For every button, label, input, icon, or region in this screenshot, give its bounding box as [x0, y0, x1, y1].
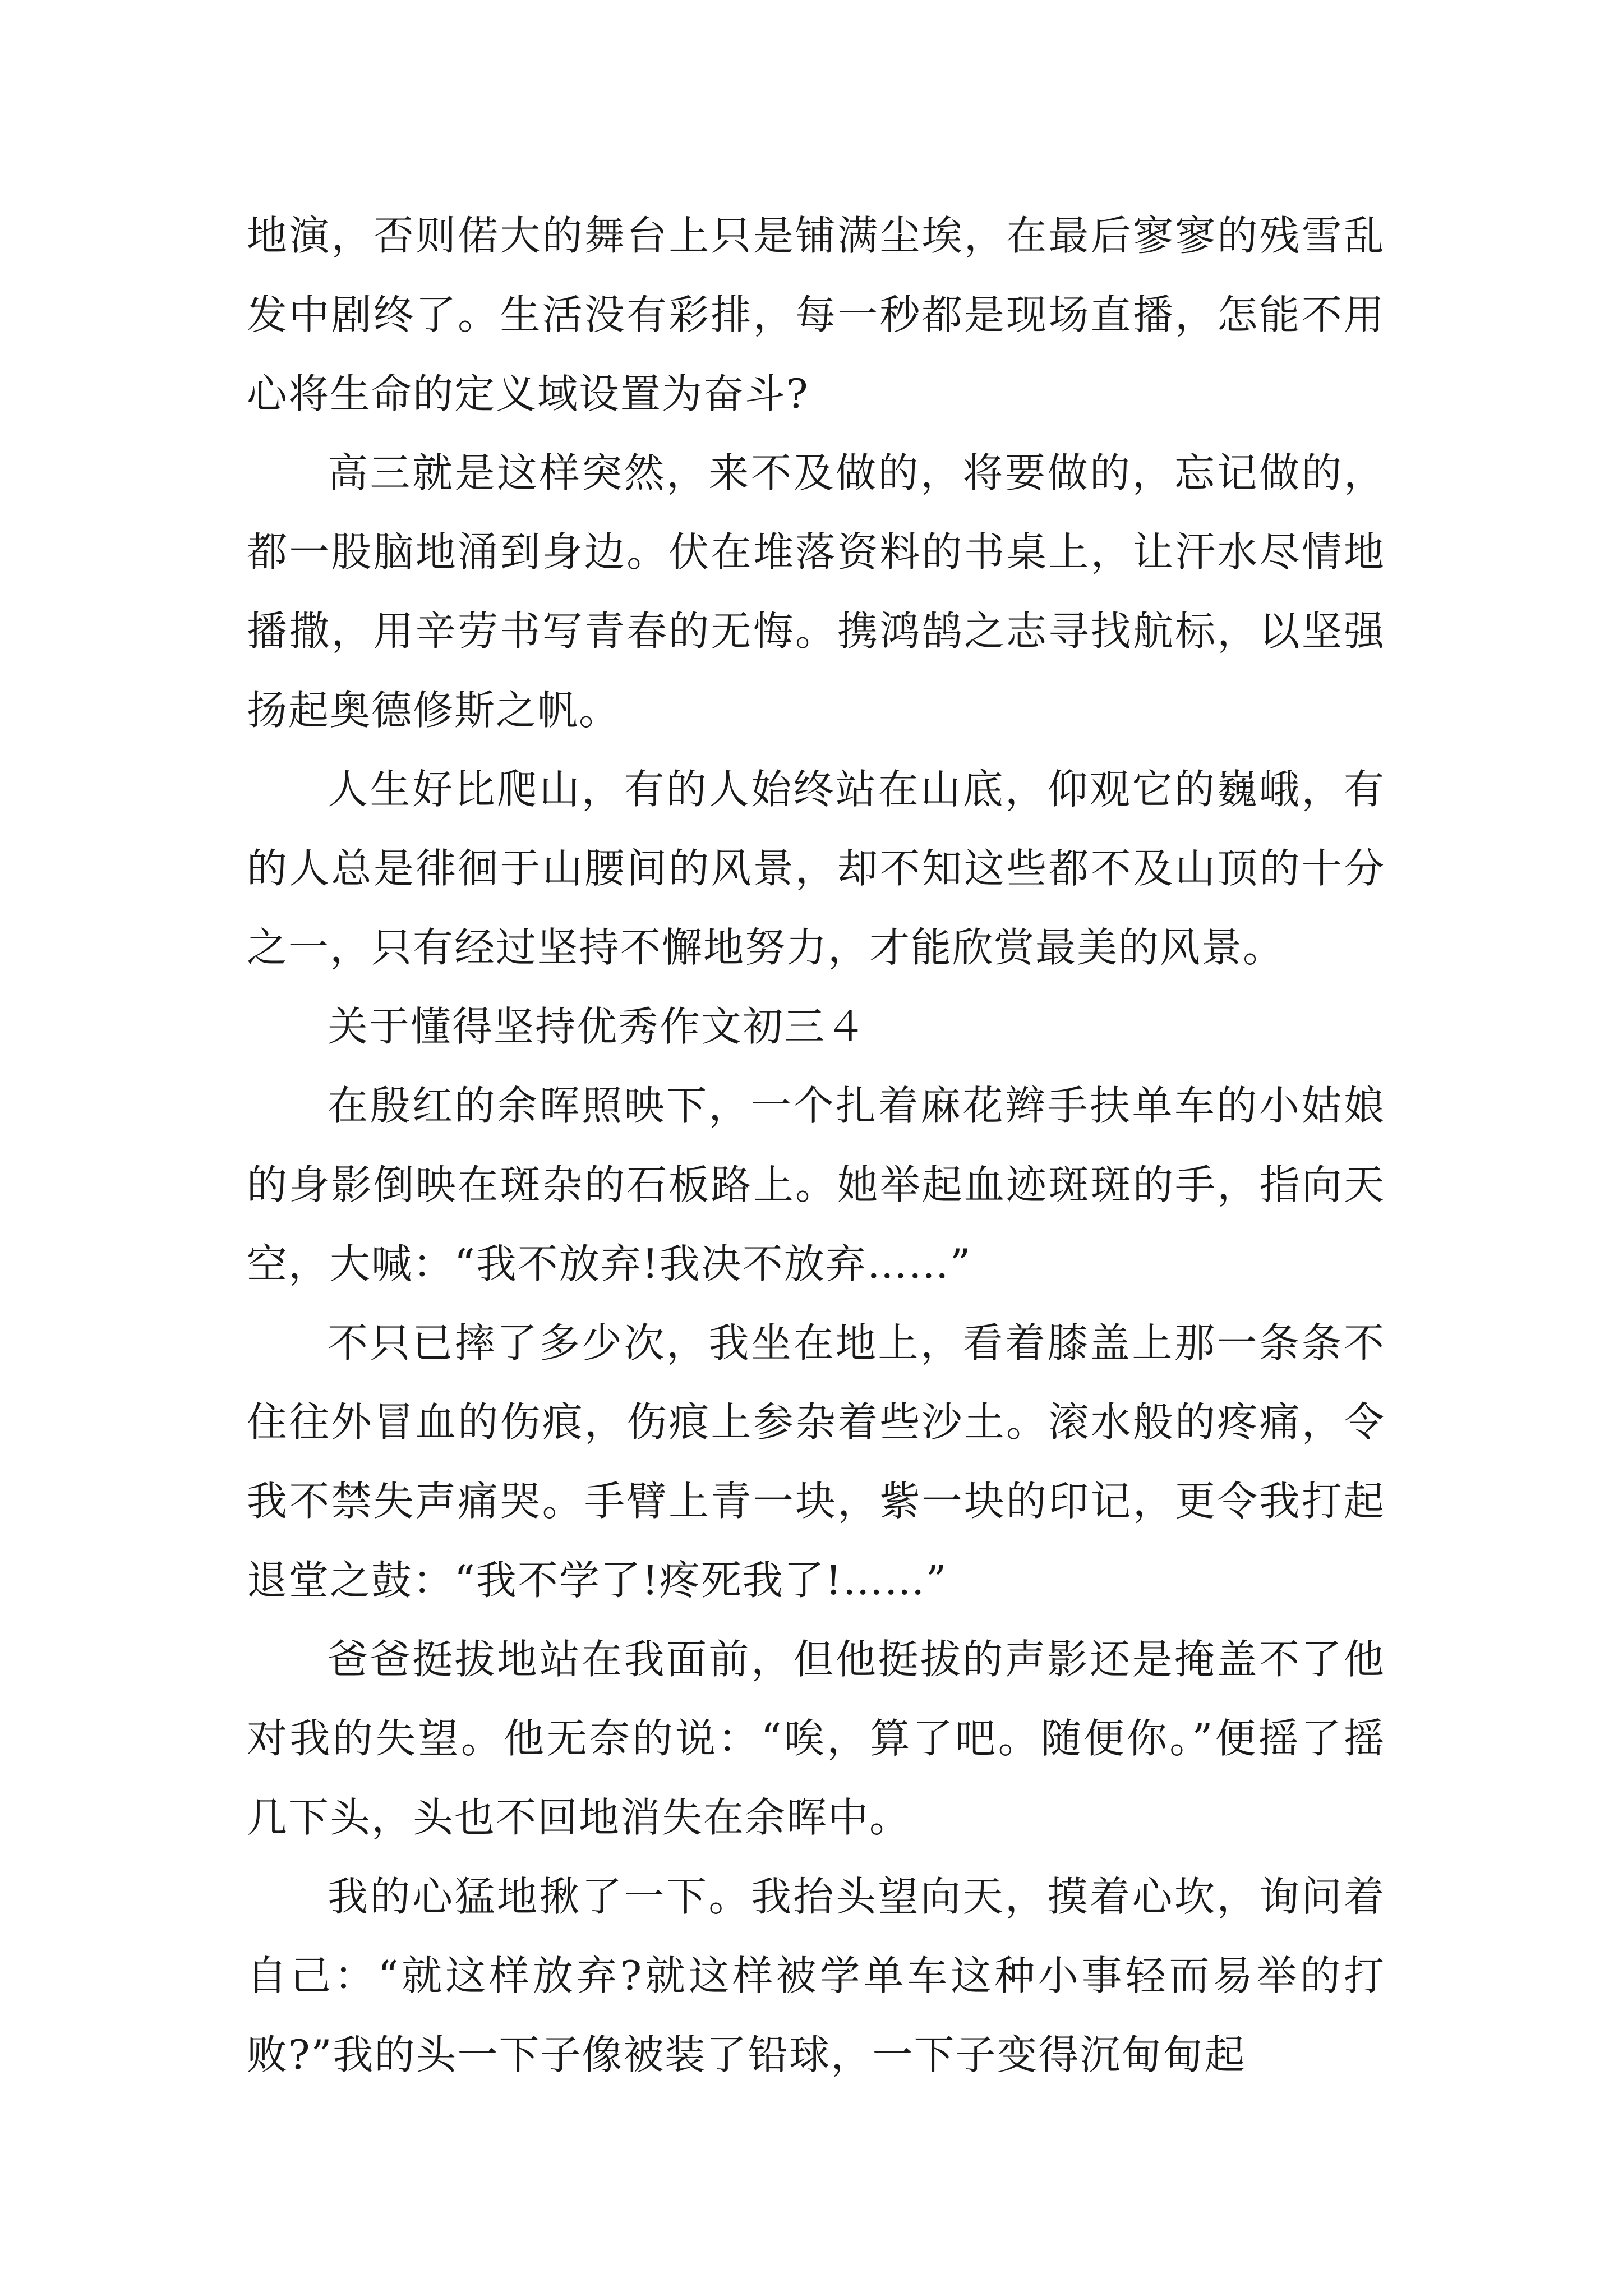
paragraph: 在殷红的余晖照映下，一个扎着麻花辫手扶单车的小姑娘的身影倒映在斑杂的石板路上。她举起血迹斑斑的手，指向天空，大喊：“我不放弃!我决不放弃……”	[247, 1082, 1385, 1287]
paragraph: 我的心猛地揪了一下。我抬头望向天，摸着心坎，询问着自己：“就这样放弃?就这样被学单车这种小事轻而易举的打败?”我的头一下子像被装了铅球，一下子变得沉甸甸起	[247, 1873, 1385, 2078]
paragraph: 不只已摔了多少次，我坐在地上，看着膝盖上那一条条不住往外冒血的伤痕，伤痕上参杂着些沙土。滚水般的疼痛，令我不禁失声痛哭。手臂上青一块，紫一块的印记，更令我打起退堂之鼓：“我不学了!疼死我了!……”	[247, 1319, 1385, 1604]
paragraph: 地演，否则偌大的舞台上只是铺满尘埃，在最后寥寥的残雪乱发中剧终了。生活没有彩排，每一秒都是现场直播，怎能不用心将生命的定义域设置为奋斗?	[247, 212, 1385, 417]
paragraph: 爸爸挺拔地站在我面前，但他挺拔的声影还是掩盖不了他对我的失望。他无奈的说：“唉，算了吧。随便你。”便摇了摇几下头，头也不回地消失在余晖中。	[247, 1636, 1385, 1841]
paragraph: 人生好比爬山，有的人始终站在山底，仰观它的巍峨，有的人总是徘徊于山腰间的风景，却不知这些都不及山顶的十分之一，只有经过坚持不懈地努力，才能欣赏最美的风景。	[247, 766, 1385, 971]
paragraph: 高三就是这样突然，来不及做的，将要做的，忘记做的，都一股脑地涌到身边。伏在堆落资料的书桌上，让汗水尽情地播撒，用辛劳书写青春的无悔。携鸿鹄之志寻找航标，以坚强扬起奥德修斯之帆。	[247, 449, 1385, 734]
section-heading: 关于懂得坚持优秀作文初三４	[328, 1003, 868, 1050]
document-body	[247, 196, 1385, 2095]
